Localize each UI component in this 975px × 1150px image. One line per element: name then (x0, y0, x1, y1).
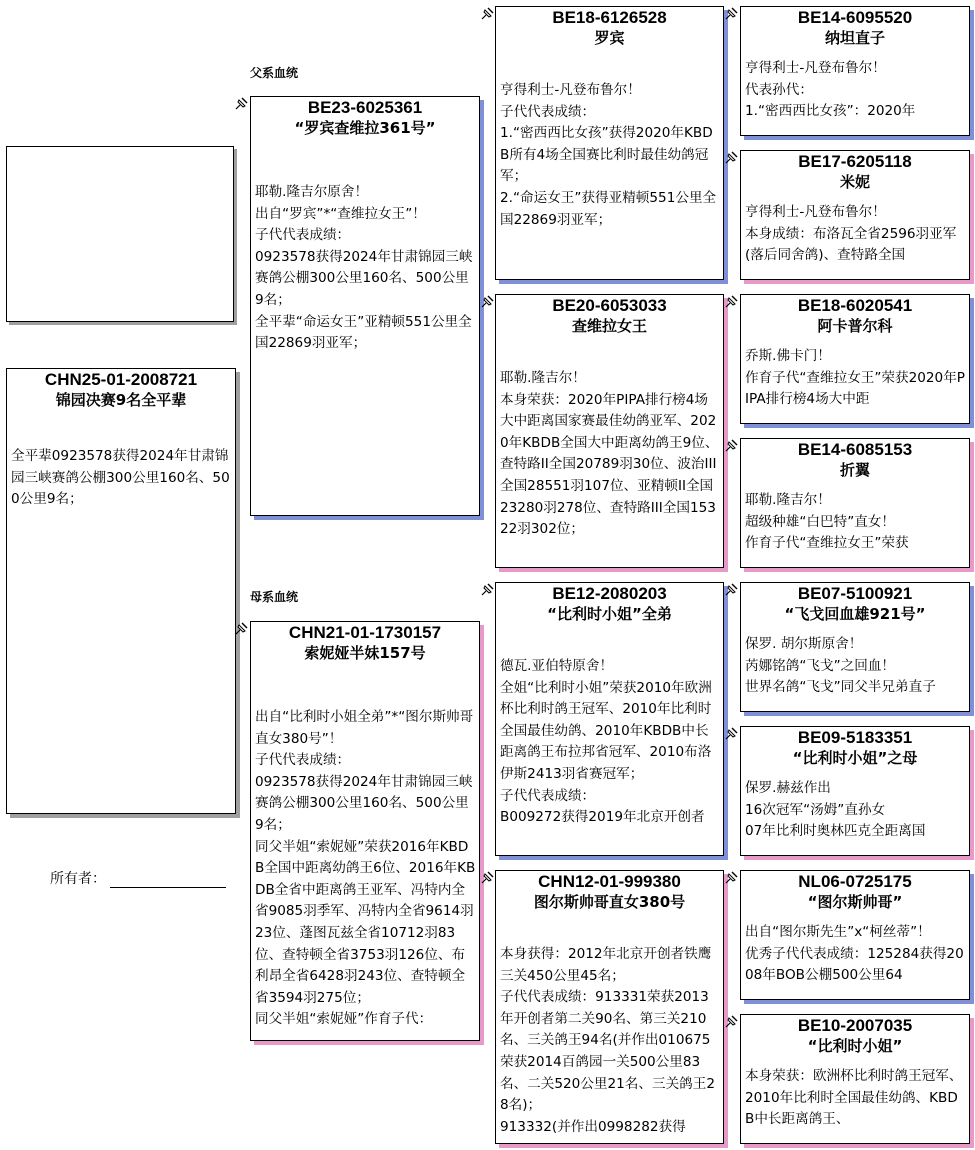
sire-sire-name: 罗宾 (594, 29, 625, 47)
ss-sire-ring-number: BE14-6095520 (797, 8, 913, 27)
sd-dam-description: 耶勒.隆吉尔！ 超级种雄“白巴特”直女！ 作育子代“查维拉女王”荣获 (745, 492, 909, 552)
sire-line-label: 父系血统 (250, 66, 299, 80)
sd-dam-ring-number: BE14-6085153 (797, 440, 913, 459)
sire-sire-card[interactable] (495, 6, 724, 280)
dam-sire-name: “比利时小姐”全弟 (547, 605, 672, 623)
sire-dam-description: 耶勒.隆吉尔！ 本身荣获：2020年PIPA排行榜4场大中距离国家赛最佳幼鸽亚军、2020年KBDB全国大中距离幼鸽王9位、查特路II全国20789羽30位、波治III全国28551羽107位、亚精顿II全国23280羽278位、查特路III全国15322羽302位； (500, 370, 719, 538)
sire-sire-ring-number: BE18-6126528 (552, 8, 667, 27)
ds-dam-card[interactable] (740, 726, 970, 856)
subject-description: 全平辈0923578获得2024年甘肃锦园三峡赛鸽公棚300公里160名、500公里9名； (11, 448, 230, 508)
dd-sire-description: 出自“图尔斯先生”x“柯丝蒂”！ 优秀子代代表成绩：125284获得2008年BOB公棚500公里64 (745, 924, 964, 984)
subject-ring-number: CHN25-01-2008721 (44, 370, 198, 389)
dd-sire-name: “图尔斯帅哥” (807, 893, 903, 911)
owner-label: 所有者： (50, 871, 106, 887)
ss-dam-description: 亨得利士-凡登布鲁尔！ 本身成绩：布洛瓦全省2596羽亚军(落后同舍鸽)、查特路全国 (745, 204, 957, 264)
dd-dam-card[interactable] (740, 1014, 970, 1144)
ds-sire-description: 保罗. 胡尔斯原舍！ 芮娜铭鸽“飞戈”之回血！ 世界名鸽“飞戈”同父半兄弟直子 (745, 636, 936, 696)
ds-dam-name: “比利时小姐”之母 (792, 749, 918, 767)
sd-dam-name: 折翼 (839, 461, 870, 479)
dd-dam-description: 本身荣获：欧洲杯比利时鸽王冠军、2010年比利时全国最佳幼鸽、KBDB中长距离鸽王、 (745, 1068, 963, 1128)
ds-sire-ring-number: BE07-5100921 (797, 584, 913, 603)
ds-sire-card[interactable] (740, 582, 970, 712)
dam-sire-card[interactable] (495, 582, 724, 856)
ss-sire-description: 亨得利士-凡登布鲁尔！ 代表孙代： 1.“密西西比女孩”：2020年 (745, 60, 916, 120)
pushpin-icon (724, 583, 738, 597)
owner-field (50, 868, 226, 888)
sire-ring-number: BE23-6025361 (307, 98, 423, 117)
sire-name: “罗宾查维拉361号” (294, 119, 436, 137)
pushpin-icon (724, 295, 738, 309)
dam-dam-card[interactable] (495, 870, 724, 1144)
sd-sire-name: 阿卡普尔科 (817, 317, 893, 335)
pushpin-icon (724, 7, 738, 21)
owner-input-line[interactable] (110, 870, 226, 888)
sd-sire-ring-number: BE18-6020541 (797, 296, 913, 315)
sire-sire-description: 亨得利士-凡登布鲁尔！ 子代代表成绩： 1.“密西西比女孩”获得2020年KBDB所有4场全国赛比利时最佳幼鸽冠军； 2.“命运女王”获得亚精顿551公里全国22869羽亚军； (500, 82, 717, 228)
pushpin-icon (724, 727, 738, 741)
dd-sire-ring-number: NL06-0725175 (798, 872, 912, 891)
dd-dam-ring-number: BE10-2007035 (797, 1016, 913, 1035)
pushpin-icon (234, 622, 248, 636)
ss-dam-ring-number: BE17-6205118 (798, 152, 912, 171)
dam-ring-number: CHN21-01-1730157 (288, 623, 442, 642)
sd-sire-card[interactable] (740, 294, 970, 424)
dam-card[interactable] (250, 621, 480, 1041)
pushpin-icon (234, 97, 248, 111)
pushpin-icon (480, 583, 494, 597)
subject-card[interactable] (6, 368, 236, 814)
sd-sire-description: 乔斯.佛卡门！ 作育子代“查维拉女王”荣获2020年PIPA排行榜4场大中距 (745, 348, 966, 408)
ss-sire-name: 纳坦直子 (824, 29, 885, 47)
sire-dam-name: 查维拉女王 (571, 317, 647, 335)
sire-description: 耶勒.隆吉尔原舍！ 出自“罗宾”*“查维拉女王”！ 子代代表成绩： 0923578获得2024年甘肃锦园三峡赛鸽公棚300公里160名、500公里9名； 全平辈“命运女王”亚精顿551公里全国22869羽亚军； (255, 184, 473, 352)
pushpin-icon (480, 871, 494, 885)
sire-dam-ring-number: BE20-6053033 (552, 296, 667, 315)
ss-dam-name: 米妮 (839, 173, 870, 191)
dam-dam-ring-number: CHN12-01-999380 (538, 872, 681, 891)
dam-dam-description: 本身获得：2012年北京开创者铁鹰三关450公里45名； 子代代表成绩：913331荣获2013年开创者第二关90名、第三关210名、三关鸽王94名(并作出010675荣获2014百鸽园一关500公里83名、二关520公里21名、三关鸽王28名)； 913332(并作出0998282获得 (500, 946, 716, 1135)
pushpin-icon (480, 7, 494, 21)
sire-card[interactable] (250, 96, 480, 516)
subject-name: 锦园决赛9名全平辈 (55, 391, 187, 409)
dam-description: 出自“比利时小姐全弟”*“图尔斯帅哥直女380号”！ 子代代表成绩： 0923578获得2024年甘肃锦园三峡赛鸽公棚300公里160名、500公里9名； 同父半姐“索妮娅”荣获2016年KBDB全国中距离幼鸽王6位、2016年KBDB全省中距离鸽王亚军、冯特内全省9085羽季军、冯特内全省9614羽23位、蓬图瓦兹全省10712羽83位、查特顿全省3753羽126位、布利昂全省6428羽243位、查特顿全省3594羽275位； 同父半姐“索妮娅”作育子代： (255, 709, 476, 1028)
pushpin-icon (724, 151, 738, 165)
dam-name: 索妮娅半妹157号 (304, 644, 426, 662)
dam-sire-description: 德瓦.亚伯特原舍！ 全姐“比利时小姐”荣获2010年欧洲杯比利时鸽王冠军、2010年比利时全国最佳幼鸽、2010年KBDB中长距离鸽王布拉邦省冠军、2010布洛伊斯2413羽省赛冠军； 子代代表成绩： B009272获得2019年北京开创者 (500, 658, 712, 826)
dd-sire-card[interactable] (740, 870, 970, 1000)
sire-dam-card[interactable] (495, 294, 724, 568)
pushpin-icon (724, 439, 738, 453)
pushpin-icon (724, 871, 738, 885)
dam-sire-ring-number: BE12-2080203 (552, 584, 667, 603)
pushpin-icon (480, 295, 494, 309)
pushpin-icon (724, 1015, 738, 1029)
ds-dam-ring-number: BE09-5183351 (797, 728, 913, 747)
ds-sire-name: “飞戈回血雄921号” (784, 605, 926, 623)
dam-dam-name: 图尔斯帅哥直女380号 (533, 893, 686, 911)
ds-dam-description: 保罗.赫兹作出 16次冠军“汤姆”直孙女 07年比利时奥林匹克全距离国 (745, 780, 926, 840)
dd-dam-name: “比利时小姐” (807, 1037, 903, 1055)
ss-dam-card[interactable] (740, 150, 970, 280)
dam-line-label: 母系血统 (250, 590, 299, 604)
pigeon-photo-frame (6, 146, 234, 322)
sd-dam-card[interactable] (740, 438, 970, 568)
ss-sire-card[interactable] (740, 6, 970, 136)
